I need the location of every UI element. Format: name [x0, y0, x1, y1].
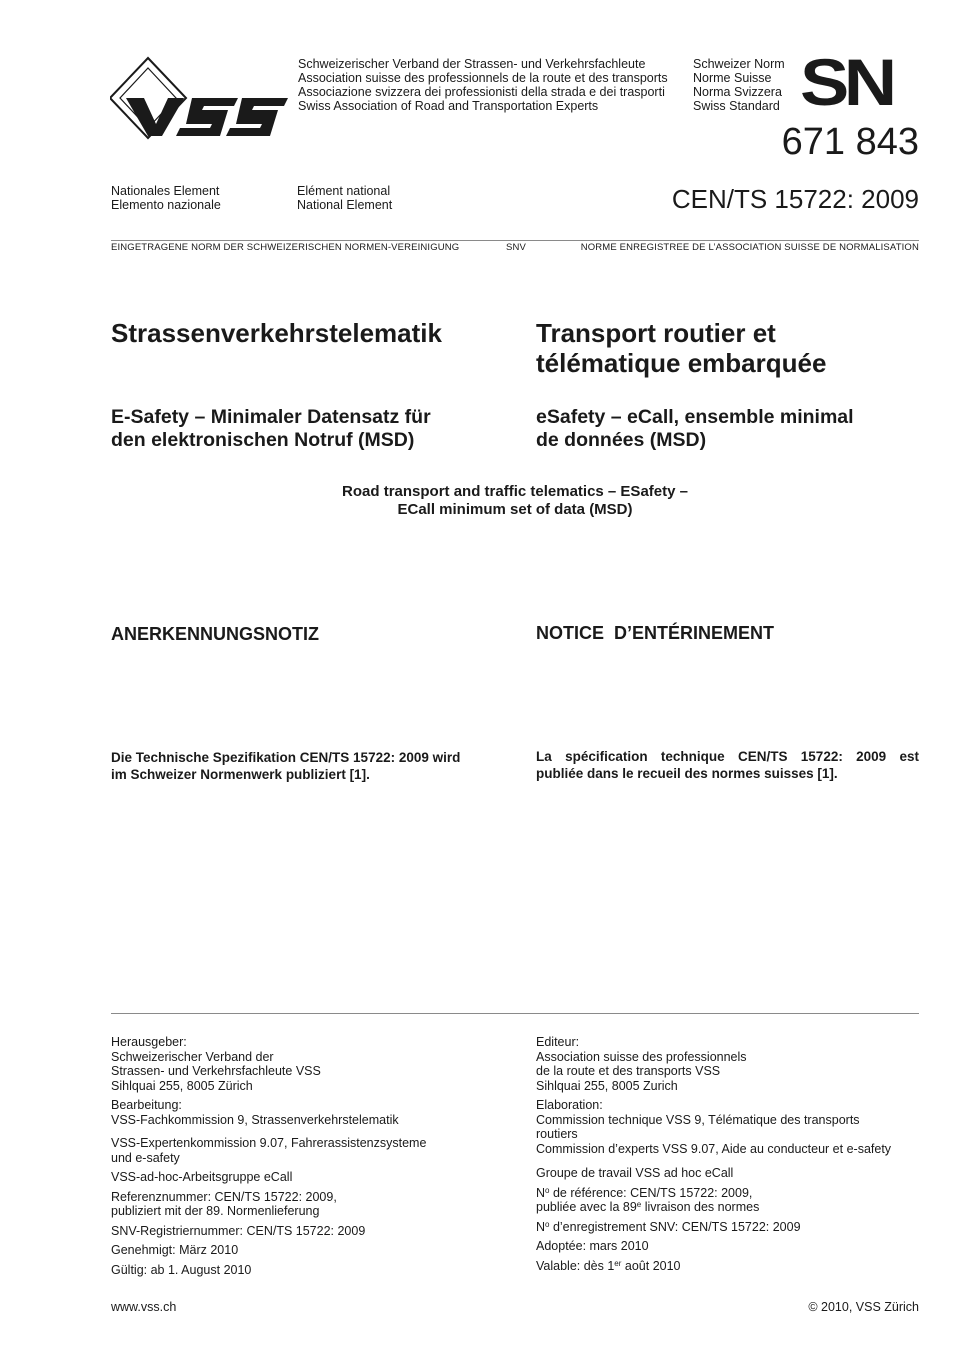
editing-fr-line-3: Commission d’experts VSS 9.07, Aide au conducteur et e-safety	[536, 1141, 892, 1156]
publisher-de	[111, 1035, 511, 1093]
notice-text-fr	[536, 748, 919, 782]
registered-snv: SNV	[506, 242, 526, 253]
national-element-fr: Elément national	[297, 184, 391, 198]
reference-fr-publ-rest: livraison des normes	[641, 1200, 760, 1214]
national-element-it: Elemento nazionale	[111, 198, 221, 212]
cen-reference: CEN/TS 15722: 2009	[671, 184, 919, 214]
publisher-de-label: Herausgeber:	[111, 1035, 187, 1049]
title-en-line-1: Road transport and traffic telematics – ESafety –	[342, 483, 688, 500]
title-de: Strassenverkehrstelematik	[111, 318, 442, 348]
reference-fr-no-sup: o	[545, 1185, 550, 1195]
subtitle-de-line-2: den elektronischen Notruf (MSD)	[111, 429, 415, 451]
subtitle-de-line-1: E-Safety – Minimaler Datensatz für	[111, 406, 431, 428]
publisher-fr-line-2: de la route et des transports VSS	[536, 1064, 721, 1078]
reference-fr-no: N	[536, 1185, 546, 1200]
notice-heading-fr: NOTICE D’ENTÉRINEMENT	[536, 623, 775, 643]
subtitle-fr-line-1: eSafety – eCall, ensemble minimal	[536, 406, 854, 428]
publisher-fr-label: Editeur:	[536, 1035, 580, 1049]
association-name-de: Schweizerischer Verband der Strassen- und Verkehrsfachleute	[298, 57, 646, 71]
norm-type-it: Norma Svizzera	[693, 85, 782, 99]
notice-text-fr-line-1: La spécification technique CEN/TS 15722: 2009 est	[536, 749, 919, 764]
title-fr-line-1: Transport routier et	[536, 318, 776, 348]
copyright: © 2010, VSS Zürich	[808, 1300, 919, 1314]
valid-de: Gültig: ab 1. August 2010	[111, 1262, 252, 1277]
snv-registration-fr-rest: d’enregistrement SNV: CEN/TS 15722: 2009	[549, 1219, 801, 1234]
valid-fr-rest: août 2010	[621, 1258, 681, 1273]
norm-type-en: Swiss Standard	[693, 99, 780, 113]
title-en	[111, 483, 919, 519]
snv-registration-de: SNV-Registriernummer: CEN/TS 15722: 2009	[111, 1223, 366, 1238]
reference-fr	[536, 1186, 919, 1215]
editing-fr-line-2: routiers	[536, 1127, 578, 1141]
reference-fr-line-1	[536, 1186, 919, 1201]
snv-registration-fr-sup: o	[545, 1219, 550, 1229]
notice-text-de-line-2: im Schweizer Normenwerk publiziert [1].	[111, 767, 370, 782]
association-name-en: Swiss Association of Road and Transportation Experts	[298, 99, 599, 113]
publisher-de-line-1: Schweizerischer Verband der	[111, 1049, 274, 1064]
association-names	[298, 57, 668, 113]
national-element-en: National Element	[297, 198, 393, 212]
vss-logo	[110, 56, 290, 140]
vss-logo-mark	[110, 56, 290, 140]
website-link[interactable]: www.vss.ch	[111, 1300, 177, 1314]
publisher-de-line-3: Sihlquai 255, 8005 Zürich	[111, 1078, 253, 1093]
norm-type-labels	[693, 57, 785, 113]
subtitle-de	[111, 406, 431, 452]
editing-de-line-1: VSS-Fachkommission 9, Strassenverkehrstelematik	[111, 1112, 399, 1127]
reference-de-line-1: Referenznummer: CEN/TS 15722: 2009,	[111, 1189, 337, 1204]
editing-fr	[536, 1098, 919, 1156]
registered-norm-de: EINGETRAGENE NORM DER SCHWEIZERISCHEN NORMEN-VEREINIGUNG	[111, 242, 460, 253]
reference-fr-publ-sup: e	[636, 1200, 642, 1209]
national-element-left	[111, 184, 221, 212]
norm-type-fr: Norme Suisse	[693, 71, 772, 85]
workgroup-fr: Groupe de travail VSS ad hoc eCall	[536, 1166, 734, 1180]
experts-de-line-1: VSS-Expertenkommission 9.07, Fahrerassistenzsysteme	[111, 1136, 427, 1150]
footer-fr	[536, 1035, 919, 1278]
experts-de-line-2: und e-safety	[111, 1150, 180, 1165]
publisher-fr	[536, 1035, 919, 1093]
adopted-fr: Adoptée: mars 2010	[536, 1239, 649, 1253]
footer-de	[111, 1035, 511, 1282]
footer-divider	[111, 1013, 919, 1014]
valid-fr-sup: er	[614, 1258, 622, 1268]
reference-de-line-2: publiziert mit der 89. Normenlieferung	[111, 1204, 320, 1218]
editing-de	[111, 1098, 511, 1127]
valid-fr-a: Valable: dès 1	[536, 1258, 615, 1273]
header-divider	[111, 240, 919, 241]
national-element-de: Nationales Element	[111, 184, 220, 198]
publisher-de-line-2: Strassen- und Verkehrsfachleute VSS	[111, 1064, 321, 1078]
sn-logo: SN	[800, 45, 892, 119]
valid-fr	[536, 1259, 919, 1274]
snv-registration-fr-no: N	[536, 1219, 546, 1234]
association-name-fr: Association suisse des professionnels de la route et des transports	[298, 71, 668, 85]
experts-de	[111, 1136, 511, 1165]
reference-fr-rest: de référence: CEN/TS 15722: 2009,	[549, 1185, 753, 1200]
vss-logo-text	[110, 56, 111, 57]
editing-fr-label: Elaboration:	[536, 1098, 603, 1112]
national-element-right	[297, 184, 392, 212]
publisher-fr-line-3: Sihlquai 255, 8005 Zurich	[536, 1078, 678, 1093]
title-en-line-2: ECall minimum set of data (MSD)	[397, 501, 633, 518]
notice-text-fr-line-2: publiée dans le recueil des normes suisses [1].	[536, 766, 838, 781]
editing-fr-line-1: Commission technique VSS 9, Télématique des transports	[536, 1112, 860, 1127]
title-fr	[536, 318, 826, 378]
publisher-fr-line-1: Association suisse des professionnels	[536, 1049, 747, 1064]
reference-de	[111, 1190, 511, 1219]
reference-fr-publ: publiée avec la 89	[536, 1200, 637, 1214]
reference-fr-line-2	[536, 1200, 919, 1215]
workgroup-de: VSS-ad-hoc-Arbeitsgruppe eCall	[111, 1170, 293, 1184]
title-fr-line-2: télématique embarquée	[536, 348, 827, 378]
association-name-it: Associazione svizzera dei professionisti della strada e dei trasporti	[298, 85, 665, 99]
subtitle-fr-line-2: de données (MSD)	[536, 429, 707, 451]
norm-type-de: Schweizer Norm	[693, 57, 785, 71]
notice-text-de	[111, 749, 460, 783]
notice-text-de-line-1: Die Technische Spezifikation CEN/TS 15722: 2009 wird	[111, 750, 461, 765]
notice-heading-de: ANERKENNUNGSNOTIZ	[111, 624, 320, 644]
registered-norm-fr: NORME ENREGISTREE DE L’ASSOCIATION SUISSE DE NORMALISATION	[580, 242, 919, 253]
approved-de: Genehmigt: März 2010	[111, 1243, 239, 1257]
snv-registration-fr	[536, 1220, 919, 1235]
subtitle-fr	[536, 406, 854, 452]
editing-de-label: Bearbeitung:	[111, 1098, 182, 1112]
norm-number: 671 843	[781, 121, 919, 163]
